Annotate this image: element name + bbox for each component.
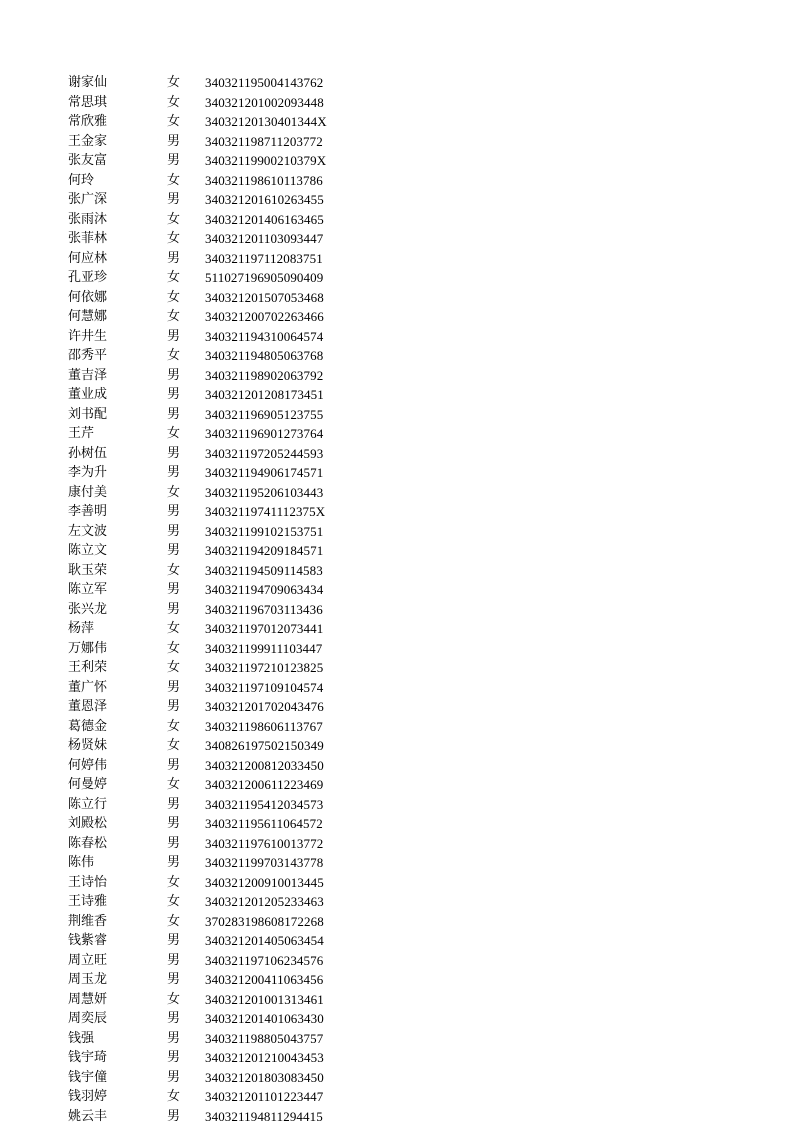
- id-number-cell: 340321194811294415: [205, 1107, 323, 1126]
- table-row: [68, 385, 368, 405]
- id-number-cell: 340321198610113786: [205, 171, 323, 191]
- id-number-cell: 340321197106234576: [205, 951, 323, 971]
- table-row: [68, 717, 368, 737]
- table-row: [68, 171, 368, 191]
- gender-cell: 男: [167, 190, 197, 210]
- name-cell: 左文波: [68, 522, 158, 542]
- id-number-cell: 340321199102153751: [205, 522, 323, 542]
- name-cell: 张兴龙: [68, 600, 158, 620]
- id-number-cell: 340321200812033450: [205, 756, 324, 776]
- table-row: [68, 229, 368, 249]
- table-row: [68, 1009, 368, 1029]
- table-row: [68, 522, 368, 542]
- gender-cell: 男: [167, 931, 197, 951]
- gender-cell: 男: [167, 463, 197, 483]
- table-row: [68, 405, 368, 425]
- table-row: [68, 541, 368, 561]
- name-cell: 钱宇僮: [68, 1068, 158, 1088]
- table-row: [68, 73, 368, 93]
- id-number-cell: 34032119741112375X: [205, 502, 325, 522]
- id-number-cell: 340321198711203772: [205, 132, 323, 152]
- id-number-cell: 340321197610013772: [205, 834, 323, 854]
- gender-cell: 女: [167, 112, 197, 132]
- id-number-cell: 340321201103093447: [205, 229, 323, 249]
- name-cell: 张雨沐: [68, 210, 158, 230]
- name-cell: 周慧妍: [68, 990, 158, 1010]
- gender-cell: 男: [167, 151, 197, 171]
- id-number-cell: 340321201208173451: [205, 385, 324, 405]
- name-cell: 张广深: [68, 190, 158, 210]
- table-row: [68, 639, 368, 659]
- id-number-cell: 34032119900210379X: [205, 151, 326, 171]
- table-row: [68, 736, 368, 756]
- gender-cell: 女: [167, 210, 197, 230]
- table-row: [68, 775, 368, 795]
- gender-cell: 男: [167, 444, 197, 464]
- table-row: [68, 1087, 368, 1107]
- name-cell: 万娜伟: [68, 639, 158, 659]
- name-cell: 陈立军: [68, 580, 158, 600]
- table-row: [68, 795, 368, 815]
- table-row: [68, 951, 368, 971]
- id-number-cell: 340321194310064574: [205, 327, 323, 347]
- id-number-cell: 340321195611064572: [205, 814, 323, 834]
- gender-cell: 男: [167, 580, 197, 600]
- gender-cell: 女: [167, 73, 197, 93]
- gender-cell: 女: [167, 561, 197, 581]
- gender-cell: 女: [167, 990, 197, 1010]
- table-row: [68, 1029, 368, 1049]
- name-cell: 何应林: [68, 249, 158, 269]
- id-number-cell: 340321195004143762: [205, 73, 323, 93]
- table-row: [68, 366, 368, 386]
- id-number-cell: 340826197502150349: [205, 736, 324, 756]
- gender-cell: 男: [167, 132, 197, 152]
- name-cell: 刘书配: [68, 405, 158, 425]
- name-cell: 李为升: [68, 463, 158, 483]
- table-row: [68, 288, 368, 308]
- gender-cell: 女: [167, 1087, 197, 1107]
- id-number-cell: 340321198606113767: [205, 717, 323, 737]
- table-row: [68, 873, 368, 893]
- name-cell: 何慧娜: [68, 307, 158, 327]
- name-cell: 张友富: [68, 151, 158, 171]
- gender-cell: 男: [167, 522, 197, 542]
- gender-cell: 男: [167, 327, 197, 347]
- name-cell: 周奕辰: [68, 1009, 158, 1029]
- gender-cell: 男: [167, 366, 197, 386]
- name-cell: 陈立文: [68, 541, 158, 561]
- table-row: [68, 990, 368, 1010]
- gender-cell: 男: [167, 795, 197, 815]
- table-row: [68, 444, 368, 464]
- table-row: [68, 580, 368, 600]
- id-number-cell: 340321200411063456: [205, 970, 323, 990]
- name-cell: 陈立行: [68, 795, 158, 815]
- table-row: [68, 1068, 368, 1088]
- name-cell: 姚云丰: [68, 1107, 158, 1126]
- gender-cell: 男: [167, 756, 197, 776]
- name-cell: 王诗怡: [68, 873, 158, 893]
- table-row: [68, 249, 368, 269]
- table-row: [68, 1107, 368, 1126]
- name-cell: 孙树伍: [68, 444, 158, 464]
- id-number-cell: 340321200702263466: [205, 307, 324, 327]
- id-number-cell: 340321201406163465: [205, 210, 324, 230]
- gender-cell: 女: [167, 775, 197, 795]
- table-row: [68, 561, 368, 581]
- name-cell: 刘殿松: [68, 814, 158, 834]
- id-number-cell: 340321201803083450: [205, 1068, 324, 1088]
- table-row: [68, 424, 368, 444]
- id-number-cell: 511027196905090409: [205, 268, 323, 288]
- name-cell: 常欣雅: [68, 112, 158, 132]
- gender-cell: 男: [167, 678, 197, 698]
- id-number-cell: 340321196905123755: [205, 405, 323, 425]
- name-cell: 钱羽婷: [68, 1087, 158, 1107]
- name-cell: 周立旺: [68, 951, 158, 971]
- table-row: [68, 112, 368, 132]
- gender-cell: 男: [167, 1107, 197, 1126]
- id-number-cell: 340321198805043757: [205, 1029, 323, 1049]
- id-number-cell: 340321198902063792: [205, 366, 323, 386]
- gender-cell: 女: [167, 892, 197, 912]
- name-cell: 何玲: [68, 171, 158, 191]
- name-cell: 钱紫睿: [68, 931, 158, 951]
- id-number-cell: 340321201702043476: [205, 697, 324, 717]
- table-row: [68, 912, 368, 932]
- name-cell: 何婷伟: [68, 756, 158, 776]
- name-cell: 钱强: [68, 1029, 158, 1049]
- table-row: [68, 697, 368, 717]
- table-row: [68, 834, 368, 854]
- gender-cell: 女: [167, 346, 197, 366]
- name-cell: 董恩泽: [68, 697, 158, 717]
- gender-cell: 男: [167, 814, 197, 834]
- gender-cell: 女: [167, 873, 197, 893]
- gender-cell: 女: [167, 483, 197, 503]
- id-number-cell: 340321200611223469: [205, 775, 323, 795]
- id-number-cell: 340321201401063430: [205, 1009, 324, 1029]
- gender-cell: 女: [167, 424, 197, 444]
- table-row: [68, 756, 368, 776]
- id-number-cell: 340321195412034573: [205, 795, 323, 815]
- table-row: [68, 268, 368, 288]
- name-cell: 何依娜: [68, 288, 158, 308]
- name-cell: 许井生: [68, 327, 158, 347]
- id-number-cell: 340321201205233463: [205, 892, 324, 912]
- id-number-cell: 340321197012073441: [205, 619, 323, 639]
- name-cell: 董业成: [68, 385, 158, 405]
- id-number-cell: 340321194906174571: [205, 463, 323, 483]
- gender-cell: 女: [167, 736, 197, 756]
- table-row: [68, 678, 368, 698]
- name-cell: 康付美: [68, 483, 158, 503]
- table-row: [68, 619, 368, 639]
- gender-cell: 男: [167, 405, 197, 425]
- gender-cell: 女: [167, 171, 197, 191]
- name-cell: 杨萍: [68, 619, 158, 639]
- name-cell: 钱宇琦: [68, 1048, 158, 1068]
- gender-cell: 女: [167, 93, 197, 113]
- table-row: [68, 463, 368, 483]
- id-number-cell: 340321194709063434: [205, 580, 323, 600]
- id-number-cell: 340321201001313461: [205, 990, 324, 1010]
- gender-cell: 男: [167, 834, 197, 854]
- gender-cell: 男: [167, 502, 197, 522]
- gender-cell: 女: [167, 717, 197, 737]
- table-row: [68, 892, 368, 912]
- id-number-cell: 340321194805063768: [205, 346, 323, 366]
- table-row: [68, 970, 368, 990]
- id-number-cell: 340321201002093448: [205, 93, 324, 113]
- name-cell: 张菲林: [68, 229, 158, 249]
- gender-cell: 女: [167, 307, 197, 327]
- name-cell: 董广怀: [68, 678, 158, 698]
- gender-cell: 男: [167, 1048, 197, 1068]
- id-number-cell: 340321194209184571: [205, 541, 323, 561]
- id-number-cell: 340321197109104574: [205, 678, 323, 698]
- name-cell: 周玉龙: [68, 970, 158, 990]
- id-number-cell: 340321197112083751: [205, 249, 323, 269]
- id-number-cell: 340321201507053468: [205, 288, 324, 308]
- table-row: [68, 151, 368, 171]
- gender-cell: 女: [167, 229, 197, 249]
- name-cell: 王芹: [68, 424, 158, 444]
- table-row: [68, 93, 368, 113]
- id-number-cell: 340321194509114583: [205, 561, 323, 581]
- id-number-cell: 340321201405063454: [205, 931, 324, 951]
- id-number-cell: 370283198608172268: [205, 912, 324, 932]
- id-number-cell: 340321196901273764: [205, 424, 323, 444]
- name-cell: 邵秀平: [68, 346, 158, 366]
- id-number-cell: 340321199911103447: [205, 639, 322, 659]
- table-row: [68, 190, 368, 210]
- gender-cell: 女: [167, 288, 197, 308]
- id-number-cell: 340321200910013445: [205, 873, 324, 893]
- name-cell: 王诗雅: [68, 892, 158, 912]
- table-row: [68, 327, 368, 347]
- roster-table: [68, 73, 368, 1126]
- table-row: [68, 307, 368, 327]
- gender-cell: 女: [167, 639, 197, 659]
- name-cell: 王金家: [68, 132, 158, 152]
- gender-cell: 男: [167, 951, 197, 971]
- gender-cell: 男: [167, 541, 197, 561]
- name-cell: 耿玉荣: [68, 561, 158, 581]
- gender-cell: 女: [167, 658, 197, 678]
- id-number-cell: 340321197205244593: [205, 444, 323, 464]
- gender-cell: 男: [167, 385, 197, 405]
- gender-cell: 女: [167, 268, 197, 288]
- name-cell: 杨贤妹: [68, 736, 158, 756]
- name-cell: 陈伟: [68, 853, 158, 873]
- table-row: [68, 853, 368, 873]
- gender-cell: 女: [167, 912, 197, 932]
- gender-cell: 女: [167, 619, 197, 639]
- gender-cell: 男: [167, 970, 197, 990]
- table-row: [68, 132, 368, 152]
- gender-cell: 男: [167, 853, 197, 873]
- gender-cell: 男: [167, 1029, 197, 1049]
- table-row: [68, 814, 368, 834]
- table-row: [68, 210, 368, 230]
- name-cell: 李善明: [68, 502, 158, 522]
- name-cell: 董吉泽: [68, 366, 158, 386]
- name-cell: 葛德金: [68, 717, 158, 737]
- name-cell: 荆维香: [68, 912, 158, 932]
- id-number-cell: 340321201101223447: [205, 1087, 323, 1107]
- table-row: [68, 483, 368, 503]
- id-number-cell: 340321199703143778: [205, 853, 323, 873]
- name-cell: 谢家仙: [68, 73, 158, 93]
- name-cell: 陈春松: [68, 834, 158, 854]
- name-cell: 常思琪: [68, 93, 158, 113]
- id-number-cell: 34032120130401344X: [205, 112, 327, 132]
- name-cell: 王利荣: [68, 658, 158, 678]
- gender-cell: 男: [167, 600, 197, 620]
- id-number-cell: 340321201610263455: [205, 190, 324, 210]
- table-row: [68, 600, 368, 620]
- id-number-cell: 340321195206103443: [205, 483, 323, 503]
- table-row: [68, 346, 368, 366]
- table-row: [68, 931, 368, 951]
- table-row: [68, 502, 368, 522]
- table-row: [68, 1048, 368, 1068]
- id-number-cell: 340321201210043453: [205, 1048, 324, 1068]
- id-number-cell: 340321196703113436: [205, 600, 323, 620]
- id-number-cell: 340321197210123825: [205, 658, 323, 678]
- gender-cell: 男: [167, 249, 197, 269]
- name-cell: 孔亚珍: [68, 268, 158, 288]
- gender-cell: 男: [167, 1009, 197, 1029]
- gender-cell: 男: [167, 1068, 197, 1088]
- gender-cell: 男: [167, 697, 197, 717]
- table-row: [68, 658, 368, 678]
- name-cell: 何曼婷: [68, 775, 158, 795]
